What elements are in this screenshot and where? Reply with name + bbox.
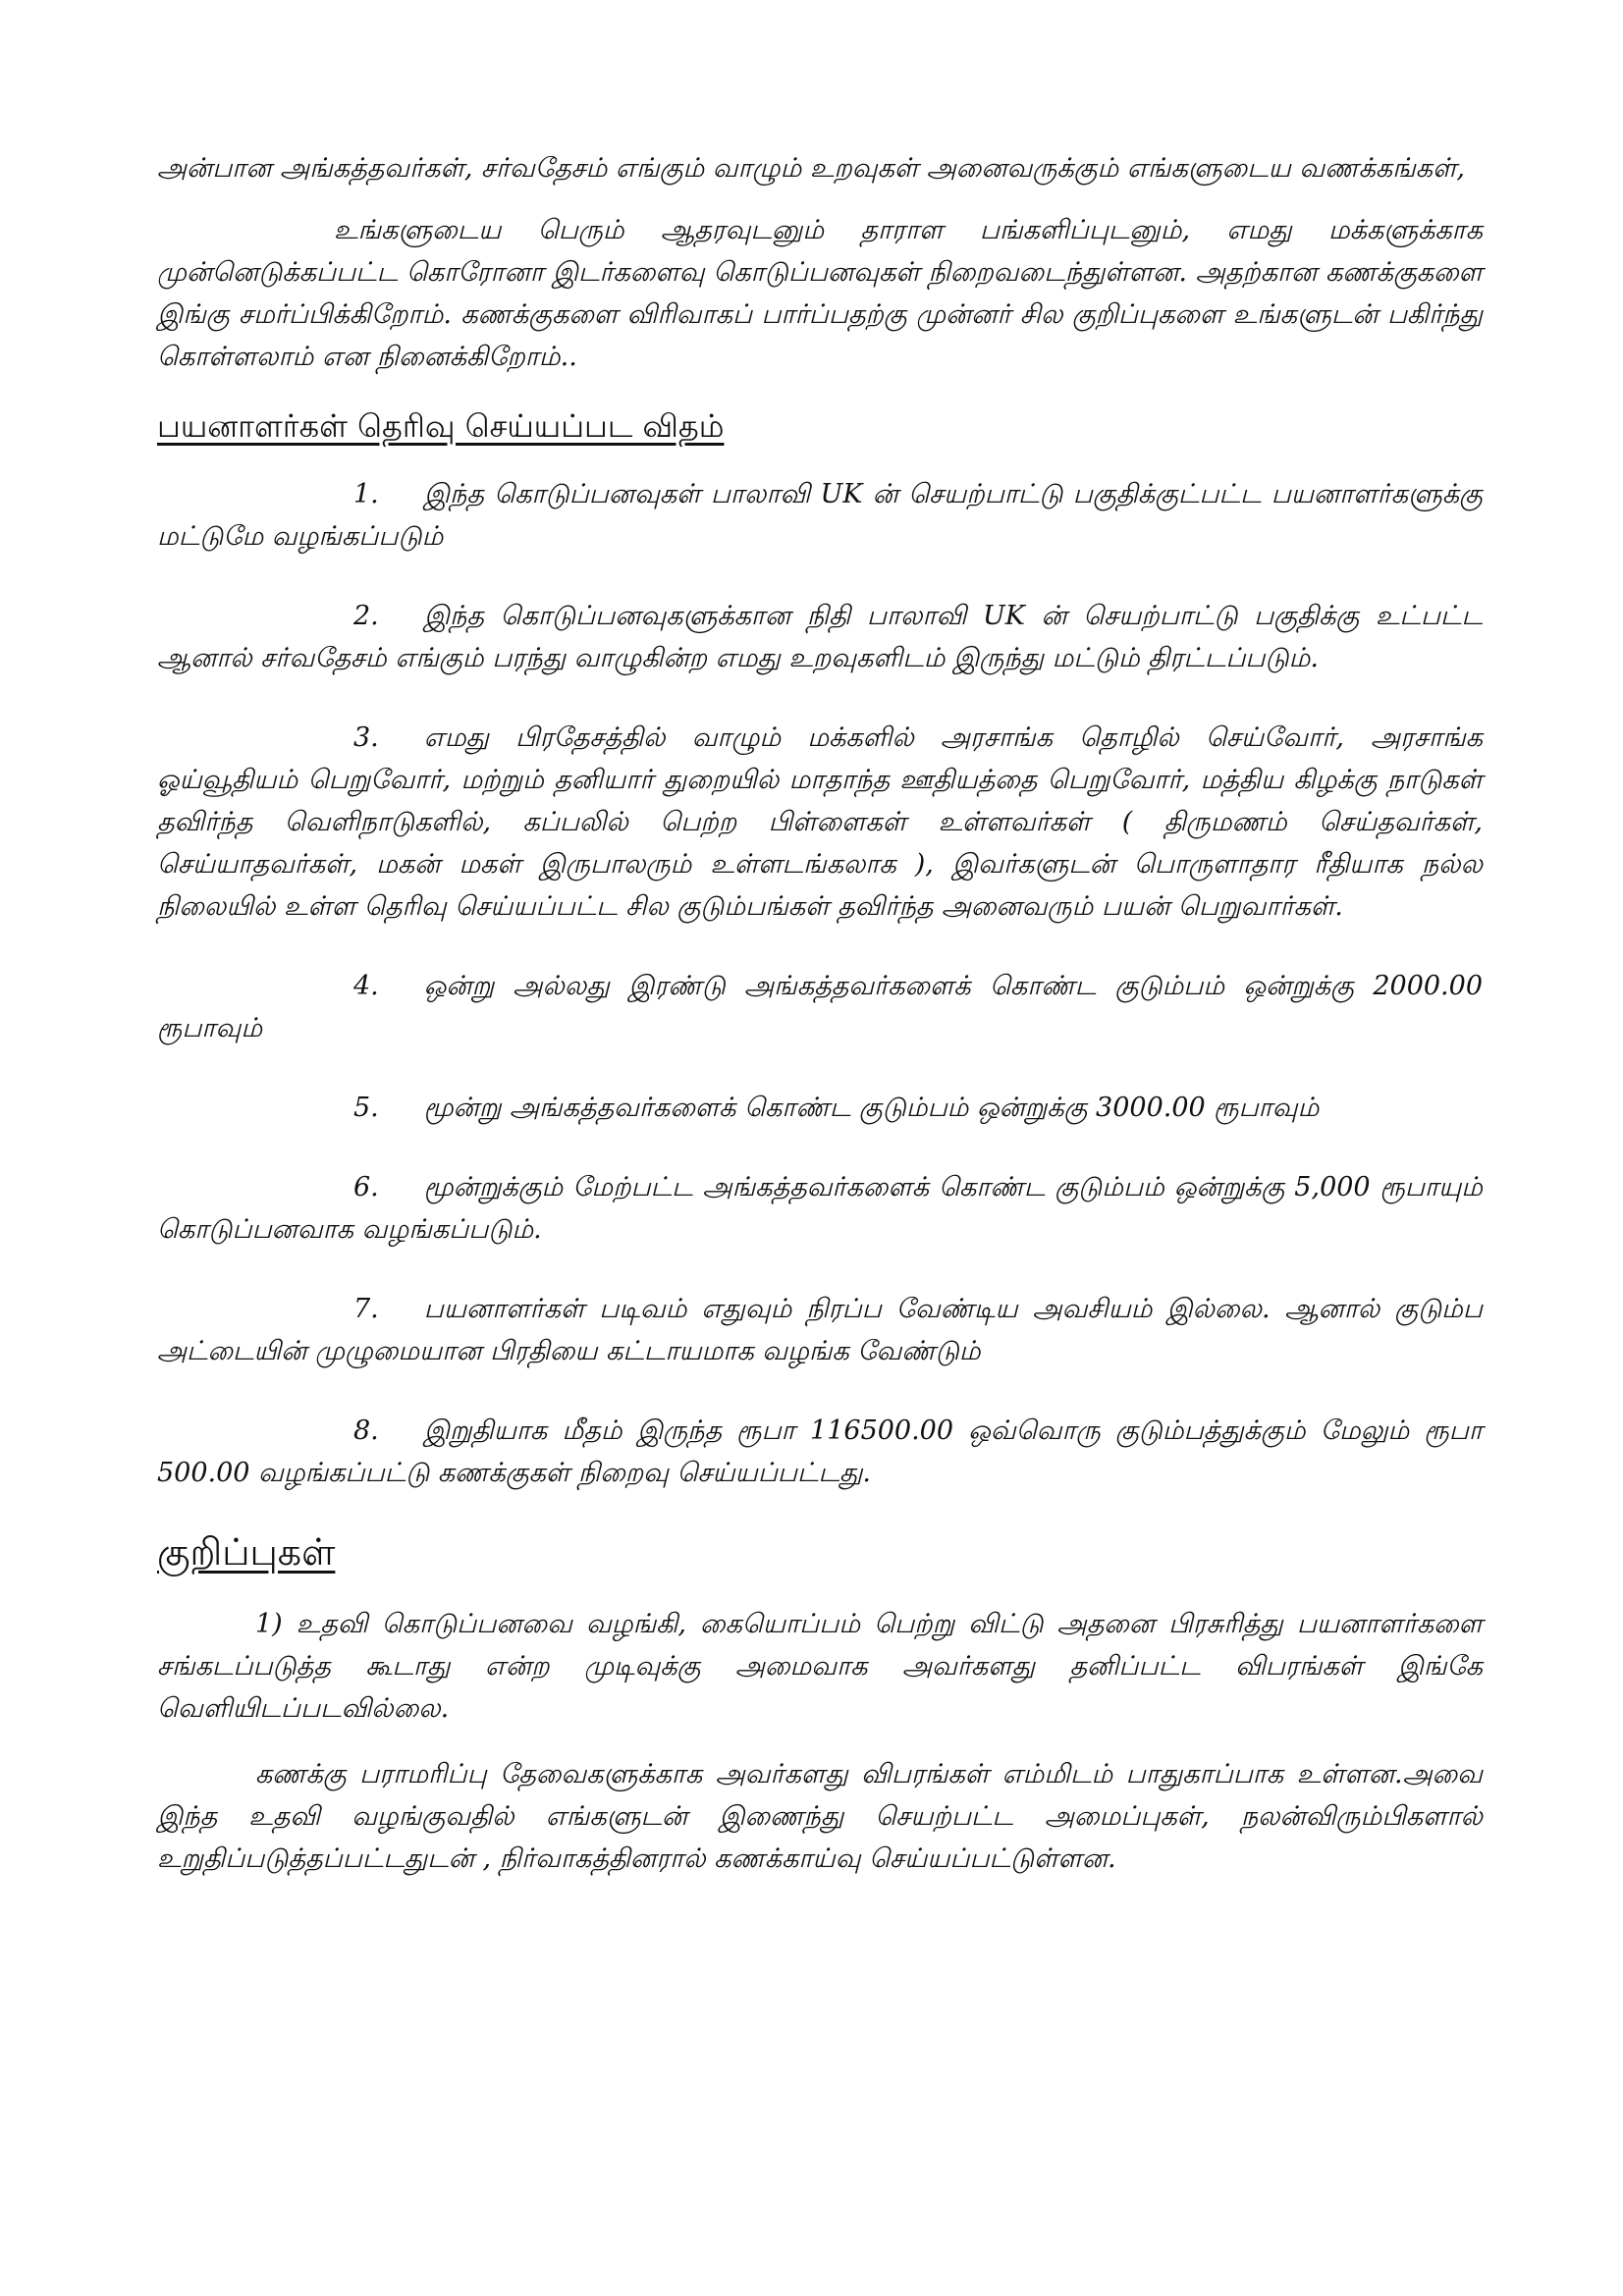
note-paragraph-2: கணக்கு பராமரிப்பு தேவைகளுக்காக அவர்களது விபரங்கள் எம்மிடம் பாதுகாப்பாக உள்ளன.அவை இந்த உதவி வழங்குவதில் எங்களுடன் இணைந்து செயற்பட்ட அமைப்புகள், நலன்விரும்பிகளால் உறுதிப்படுத்தப்பட்டதுடன் , நிர்வாகத்தினரால் கணக்காய்வு செய்யப்பட்டுள்ளன. [157, 1759, 1483, 1874]
list-item-number: 6. [353, 1172, 379, 1202]
list-item-number: 5. [353, 1093, 379, 1123]
list-item [157, 473, 1483, 558]
greeting-paragraph: அன்பான அங்கத்தவர்கள், சர்வதேசம் எங்கும் வாழும் உறவுகள் அனைவருக்கும் எங்களுடைய வணக்கங்கள், [157, 153, 1466, 184]
list-item-number: 2. [353, 601, 379, 631]
document-page [157, 147, 1483, 1880]
intro-paragraph: உங்களுடைய பெரும் ஆதரவுடனும் தாராள பங்களிப்புடனும், எமது மக்களுக்காக முன்னெடுக்கப்பட்ட கொரோனா இடர்களைவு கொடுப்பனவுகள் நிறைவடைந்துள்ளன. அதற்கான கணக்குகளை இங்கு சமர்ப்பிக்கிறோம். கணக்குகளை விரிவாகப் பார்ப்பதற்கு முன்னர் சில குறிப்புகளை உங்களுடன் பகிர்ந்து கொள்ளலாம் என நினைக்கிறோம்.. [157, 215, 1483, 372]
list-item-number: 1. [353, 479, 379, 509]
note-paragraph-1: 1) உதவி கொடுப்பனவை வழங்கி, கையொப்பம் பெற்று விட்டு அதனை பிரசுரித்து பயனாளர்களை சங்கடப்படுத்த கூடாது என்ற முடிவுக்கு அமைவாக அவர்களது தனிப்பட்ட விபரங்கள் இங்கே வெளியிடப்படவில்லை. [157, 1609, 1483, 1724]
list-item [157, 1288, 1483, 1372]
list-item [157, 1410, 1483, 1494]
list-item-text: இந்த கொடுப்பனவுகளுக்கான நிதி பாலாவி UK ன் செயற்பாட்டு பகுதிக்கு உட்பட்ட ஆனால் சர்வதேசம் எங்கும் பரந்து வாழுகின்ற எமது உறவுகளிடம் இருந்து மட்டும் திரட்டப்படும். [157, 601, 1483, 673]
list-item-text: மூன்று அங்கத்தவர்களைக் கொண்ட குடும்பம் ஒன்றுக்கு 3000.00 ரூபாவும் [423, 1093, 1320, 1123]
list-item [157, 965, 1483, 1049]
list-item [157, 1166, 1483, 1251]
list-item [157, 1087, 1483, 1129]
list-item-text: பயனாளர்கள் படிவம் எதுவும் நிரப்ப வேண்டிய அவசியம் இல்லை. ஆனால் குடும்ப அட்டையின் முழுமையான பிரதியை கட்டாயமாக வழங்க வேண்டும் [157, 1294, 1483, 1366]
selection-criteria-heading: பயனாளர்கள் தெரிவு செய்யப்பட விதம் [157, 407, 725, 445]
list-item-text: எமது பிரதேசத்தில் வாழும் மக்களில் அரசாங்க தொழில் செய்வோர், அரசாங்க ஓய்வூதியம் பெறுவோர், மற்றும் தனியார் துறையில் மாதாந்த ஊதியத்தை பெறுவோர், மத்திய கிழக்கு நாடுகள் தவிர்ந்த வெளிநாடுகளில், கப்பலில் பெற்ற பிள்ளைகள் உள்ளவர்கள் ( திருமணம் செய்தவர்கள், செய்யாதவர்கள், மகன் மகள் இருபாலரும் உள்ளடங்கலாக ), இவர்களுடன் பொருளாதார ரீதியாக நல்ல நிலையில் உள்ள தெரிவு செய்யப்பட்ட சில குடும்பங்கள் தவிர்ந்த அனைவரும் பயன் பெறுவார்கள். [157, 722, 1483, 922]
list-item-number: 3. [353, 722, 379, 753]
list-item-number: 7. [353, 1294, 379, 1324]
list-item-text: இந்த கொடுப்பனவுகள் பாலாவி UK ன் செயற்பாட்டு பகுதிக்குட்பட்ட பயனாளர்களுக்கு மட்டுமே வழங்கப்படும் [157, 479, 1483, 552]
list-item-text: ஒன்று அல்லது இரண்டு அங்கத்தவர்களைக் கொண்ட குடும்பம் ஒன்றுக்கு 2000.00 ரூபாவும் [157, 971, 1483, 1043]
list-item-text: மூன்றுக்கும் மேற்பட்ட அங்கத்தவர்களைக் கொண்ட குடும்பம் ஒன்றுக்கு 5,000 ரூபாயும் கொடுப்பனவாக வழங்கப்படும். [157, 1172, 1483, 1245]
list-item [157, 595, 1483, 679]
list-item-text: இறுதியாக மீதம் இருந்த ரூபா 116500.00 ஒவ்வொரு குடும்பத்துக்கும் மேலும் ரூபா 500.00 வழங்கப்பட்டு கணக்குகள் நிறைவு செய்யப்பட்டது. [157, 1415, 1483, 1488]
notes-heading: குறிப்புகள் [157, 1530, 336, 1574]
list-item-number: 4. [353, 971, 379, 1001]
list-item-number: 8. [353, 1415, 379, 1446]
list-item [157, 717, 1483, 928]
